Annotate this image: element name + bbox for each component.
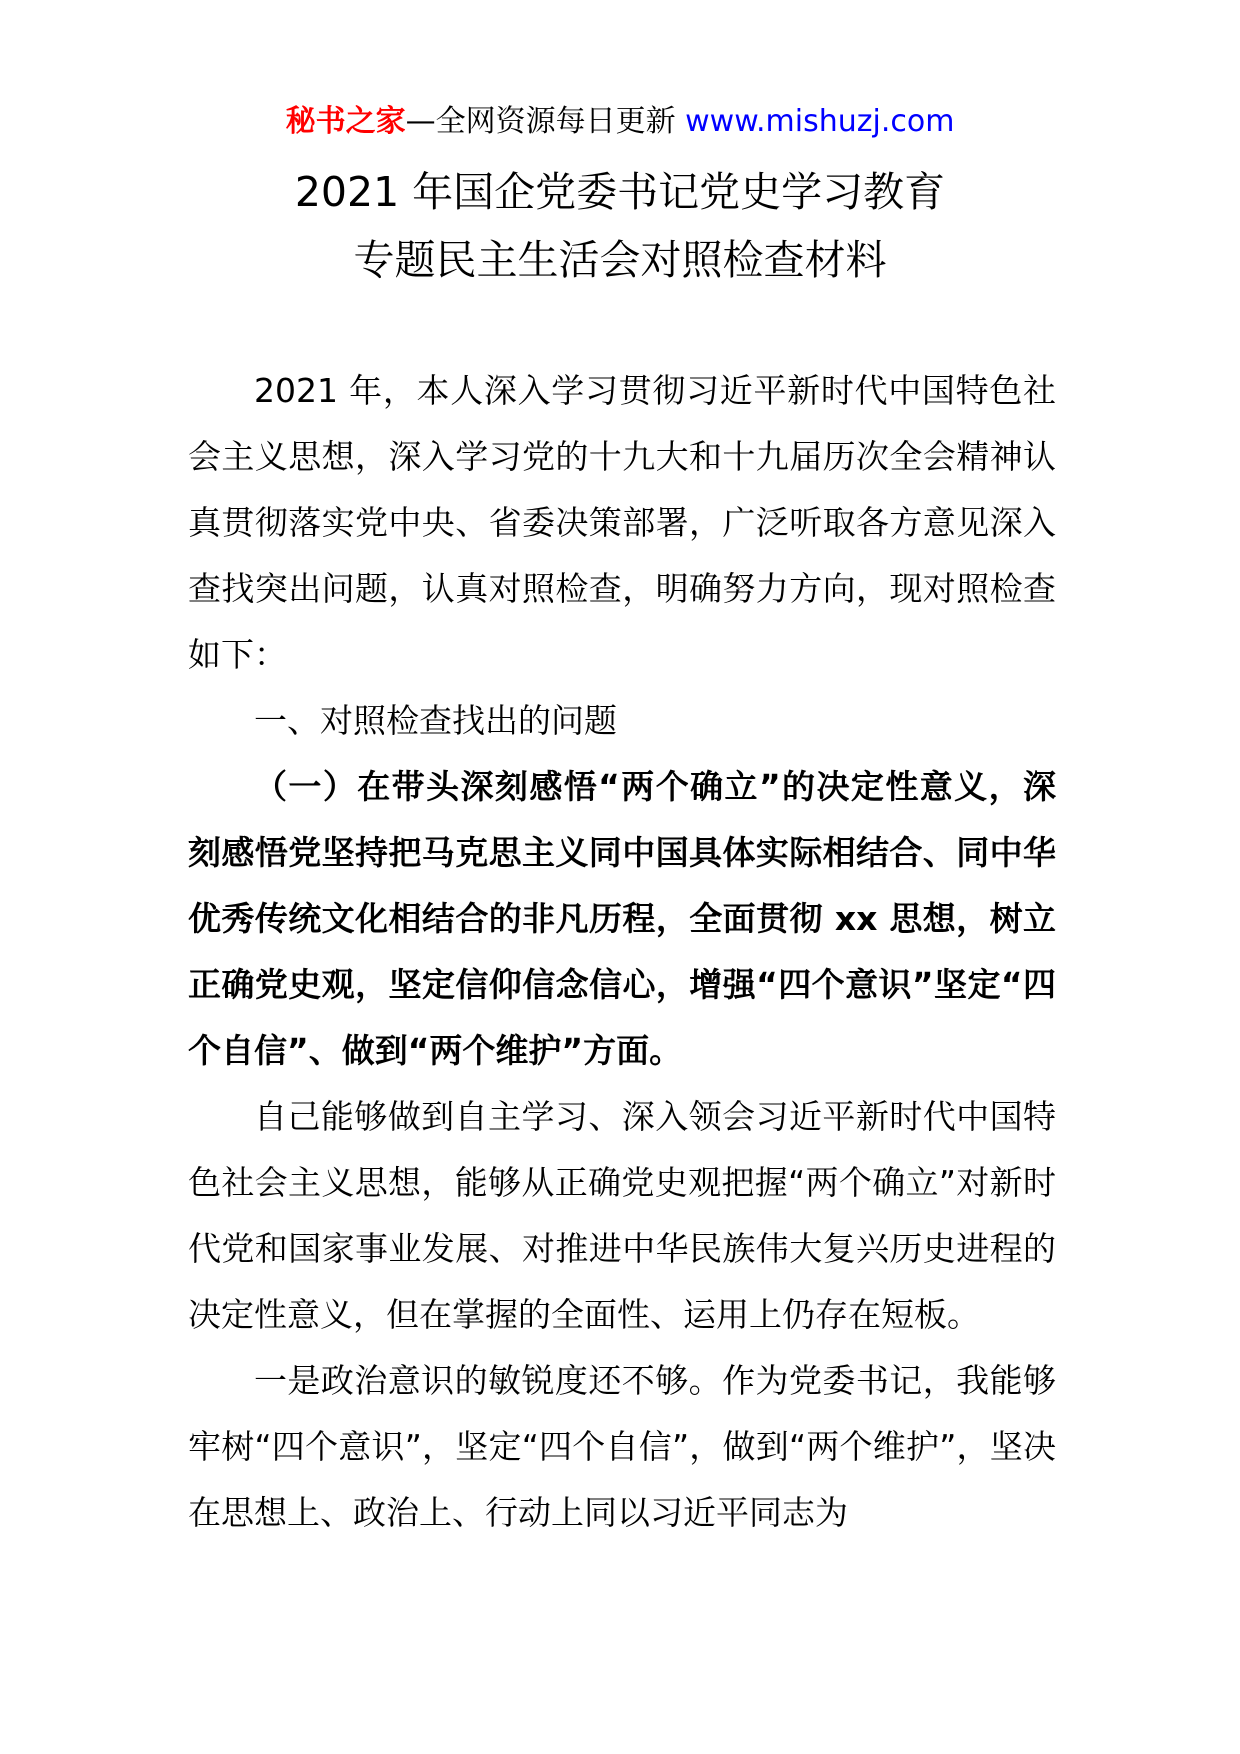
body-paragraph: 一是政治意识的敏锐度还不够。作为党委书记，我能够牢树“四个意识”，坚定“四个自信”，做到“两个维护”，坚决在思想上、政治上、行动上同以习近平同志为 xyxy=(188,1361,1056,1532)
document-title-line-1: 2021 年国企党委书记党史学习教育 xyxy=(294,168,946,216)
body-paragraph: 自己能够做到自主学习、深入领会习近平新时代中国特色社会主义思想，能够从正确党史观把握“两个确立”对新时代党和国家事业发展、对推进中华民族伟大复兴历史进程的决定性意义，但在掌握的全面性、运用上仍存在短板。 xyxy=(188,1097,1056,1334)
intro-paragraph: 2021 年，本人深入学习贯彻习近平新时代中国特色社会主义思想，深入学习党的十九大和十九届历次全会精神认真贯彻落实党中央、省委决策部署，广泛听取各方意见深入查找突出问题，认真对照检查，明确努力方向，现对照检查如下： xyxy=(188,371,1056,674)
watermark-header xyxy=(0,100,1240,144)
site-brand: 秘书之家 xyxy=(285,104,406,139)
site-url-link[interactable]: www.mishuzj.com xyxy=(685,104,955,139)
document-body xyxy=(188,358,1056,1546)
site-slogan: —全网资源每日更新 xyxy=(405,104,676,139)
subsection-heading: （一）在带头深刻感悟“两个确立”的决定性意义，深刻感悟党坚持把马克思主义同中国具体实际相结合、同中华优秀传统文化相结合的非凡历程，全面贯彻 xx 思想，树立正确党史观，坚定信仰信念信心，增强“四个意识”坚定“四个自信”、做到“两个维护”方面。 xyxy=(188,767,1056,1070)
section-heading: 一、对照检查找出的问题 xyxy=(254,701,617,740)
document-title-line-2: 专题民主生活会对照检查材料 xyxy=(353,236,887,284)
